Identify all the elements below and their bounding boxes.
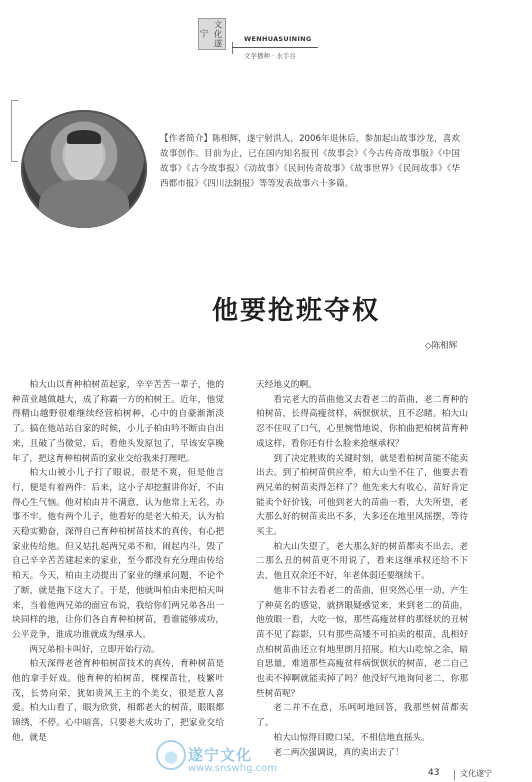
header-pinyin: WENHUASUINING [244,35,312,43]
watermark-url: www.snswhg.com [188,763,277,774]
paragraph: 柏大山失望了，老大那么好的树苗都卖不出去，老二那么丑的树苗更不用说了，看来这继承权还给不下去，他且双余还不好，年老体弱还要继续干。 [256,541,468,582]
paragraph: 看完老大的苗曲他又去看老二的苗曲，老二育种的柏树苗，长得高瘦贫样，病恹恹状，且不忍睹。柏大山忍不住叹了口气，心里惋惜地说，你柏曲把柏树苗育种成这样，看你还有什么脸来抢继承权？ [256,394,468,449]
header-divider-tick [232,42,233,54]
article-title: 他要抢班夺权 [211,296,380,326]
author-photo-hair [67,130,101,144]
author-photo [21,110,147,228]
paragraph: 柏天深得老爸育种柏树苗技术的真传，育种树苗是他的拿手好戏。他育种的柏树苗，棵棵苗壮，枝繁叶茂，长势向荣，犹如贵风王主的个美女，很是惹人喜爱。柏大山看了，眼为欣赏，相都老大的树苗，眼眼都锦绣，不停。心中暗喜，只要老大成功了，把家业交给他，就是 [12,659,224,743]
paragraph: 柏大山以育种柏树苗起家，辛辛苦苦一辈子，他的种苗业越做越大，成了称霸一方的柏树王。近年，他觉得精山越野很难继续经营柏树种，心中的自豪渐渐淡了。搞在他站站自家的时候，小儿子柏由吟不断由自出来，且破了当微觉，后，看他头发原包了，早该安享晚年了，把这育种柏树苗的家业交给我来打理吧。 [12,380,224,464]
page-number: 43 [428,768,440,778]
article-column-left [12,378,224,746]
decorative-bracket [11,100,18,162]
footer-magazine-name: 文化遂宁 [460,769,492,778]
paragraph: 老二并不在意，乐呵呵地回答，我那些树苗都卖了。 [256,703,468,729]
paragraph: 老二两次强调说，真的卖出去了！ [273,747,404,758]
author-bio: 【作者简介】陈相辉，遂宁射洪人，2006年退休后，参加起山故事沙龙，喜欢故事创作。目前为止，已在国内知名报刊《故事会》《今古传奇故事版》《中国故事》《古今故事报》《动故事》《民间传奇故事》《故事世界》《民间故事》《华西都市报》《四川法制报》等等发表故事六十多篇。 [160,134,460,189]
watermark-logo-icon [156,740,186,770]
paragraph: 柏大山惊得目瞪口呆，不相信地直摇头。 [273,732,430,743]
paragraph: 柏大山被小儿子打了眼说，很是不爽，但是他言行，便是有着两件：后来，这小子却挖掘讲你好，不由得心生气恼。他对柏由并不满意，认为他常上无名，办事不牢。他有两个儿子，他看好的是老大柏天，认为柏天稳实勤奋，深得自己育种柏树苗技术的真传，有心把家业传给他。但又姑扎起两兄弟不和，闹起内斗，毁了自己辛辛苦苦建起来的家业，至今都没有充分理由传给柏天。今天，柏由主动提出了家业的继承问题，不论个了断，就是拖下这大了。于是，他就叫柏由来把柏天叫来，当着他两兄弟的面宣布说，我给你们两兄弟各出一块同样的地，让你们各自育种柏树苗，看谁能够成功，公平竞争，谁成功谁就成为继承人。 [12,468,224,640]
watermark-text: 遂宁文化 [188,746,253,764]
footer-divider [454,770,455,780]
paragraph: 他非不甘去看老二的苗曲，但突然心里一动，产生了种莫名的感觉，就挤眼疑惑觉来，来到老二的苗曲，他放眼一看，大吃一惊，那些高瘦贫样的那怪状的丑树苗不见了踪影，只有那些高矮不可拍卖的根苗，乱相好点柏树苗曲还立有地里朗月招展。柏大山吃惊之余，暗自思量，难道那些高瘦贫样病恹恹状的树苗，老二自己也卖不掉啊就能卖掉了吗？他没好气地询问老二，你那些树苗呢？ [256,585,468,699]
paragraph: 天经地义的啊。 [256,380,317,390]
header-rule [232,47,318,48]
header-subtitle: 文学播种 · 水手谷 [244,52,296,60]
paragraph: 到了决定胜败的关键时刻，就是看柏树苗能不能卖出去。到了柏树苗供应季，柏大山坐不住了，他要去看两兄弟的树苗卖得怎样了？他先来大有收心，苗好肯定能卖个好价钱，可他到老大的苗曲一看，大失所望，老大那么好的树苗卖出不多，大多还在地里风摇摆，等待买主。 [256,453,468,538]
article-column-right [256,378,468,760]
article-byline: ◇陈相辉 [425,341,458,351]
author-photo-shirt [39,180,129,228]
paragraph: 两兄弟相卡叫好，立即开始行动。 [29,644,160,655]
magazine-logo: 文化遂宁 [198,18,226,50]
